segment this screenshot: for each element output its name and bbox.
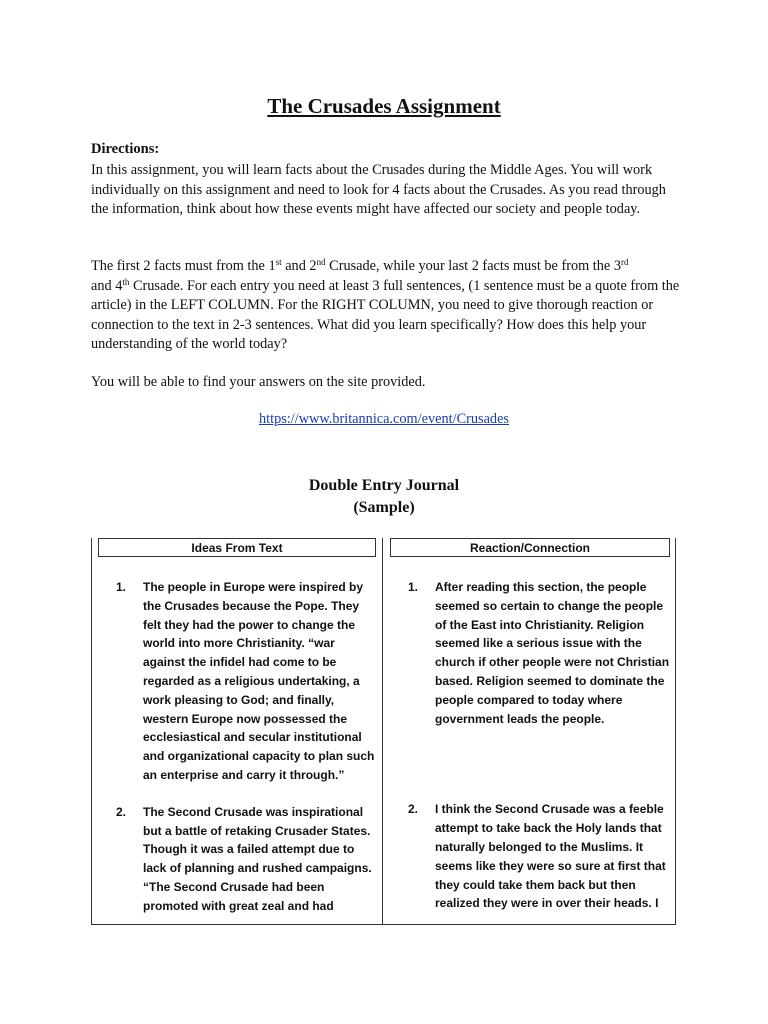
entry-text: The Second Crusade was inspirational but a battle of retaking Crusader States. Though it was a failed attempt due to lack of planning and rushed campaigns. “The Second Crusade had been promoted with great zeal and had bbox=[143, 804, 372, 913]
entry-number: 2. bbox=[116, 804, 127, 819]
entry-text: The people in Europe were inspired by the Crusades because the Pope. They felt they had the power to change the world into more Christianity. “war against the infidel had come to be regarded as a religious undertaking, a work pleasing to God; and finally, western Europe now possessed the ecclesiastical and secular institutional and organizational capacity to plan such an enterprise and carry it through.” bbox=[143, 580, 375, 782]
entry-text: After reading this section, the people seemed so certain to change the people of the East into Christianity. Religion seemed like a serious issue with the church if other people were not Christian based. Religion seemed to dominate the people compared to today where government leads the people. bbox=[435, 580, 670, 726]
britannica-link[interactable]: https://www.britannica.com/event/Crusades bbox=[258, 411, 509, 427]
journal-table bbox=[91, 538, 676, 925]
right-column-header: Reaction/Connection bbox=[390, 538, 670, 557]
left-column-header: Ideas From Text bbox=[98, 538, 376, 557]
left-column bbox=[116, 578, 380, 925]
left-entry bbox=[116, 578, 380, 785]
entry-number: 1. bbox=[116, 580, 127, 594]
para2-text-5: Crusade. For each entry you need at least 3 full sentences, (1 sentence must be a quote from the article) in the LEFT COLUMN. For the RIGHT COLUMN, you need to give thorough reaction or connection to the text in 2-3 sentences. What did you learn specifically? How does this help your understanding of the world today? bbox=[91, 277, 680, 352]
directions-heading: Directions: bbox=[91, 141, 160, 157]
journal-subtitle: (Sample) bbox=[353, 499, 415, 516]
right-column bbox=[408, 578, 670, 925]
entry-text: I think the Second Crusade was a feeble attempt to take back the Holy lands that naturally belonged to the Muslims. It seems like they were so sure at first that they could take them back but then realized they were in over their heads. I bbox=[435, 802, 666, 911]
directions-paragraph-2 bbox=[91, 257, 681, 355]
entry-number: 1. bbox=[408, 580, 419, 594]
page-title: The Crusades Assignment bbox=[267, 94, 501, 118]
directions-paragraph-1: In this assignment, you will learn facts about the Crusades during the Middle Ages. You will work individually on this assignment and need to look for 4 facts about the Crusades. As you read through the information, think about how these events might have affected our society and people today. bbox=[91, 162, 666, 217]
para2-sup-1: st bbox=[275, 257, 282, 267]
left-entry bbox=[116, 803, 380, 916]
right-entry bbox=[408, 578, 670, 728]
entry-number: 2. bbox=[408, 802, 419, 817]
para2-text-3: Crusade, while your last 2 facts must be from the 3 bbox=[325, 258, 621, 274]
para2-sup-4: th bbox=[122, 276, 130, 287]
para2-sup-2: nd bbox=[316, 257, 326, 267]
para2-text-1: The first 2 facts must from the 1 bbox=[91, 258, 276, 274]
para2-text-4: and 4 bbox=[91, 277, 123, 294]
para2-sup-3: rd bbox=[621, 257, 629, 267]
directions-paragraph-3: You will be able to find your answers on the site provided. bbox=[91, 374, 426, 390]
journal-title: Double Entry Journal bbox=[308, 477, 460, 494]
para2-text-2: and 2 bbox=[281, 258, 317, 274]
right-entry bbox=[408, 800, 670, 913]
